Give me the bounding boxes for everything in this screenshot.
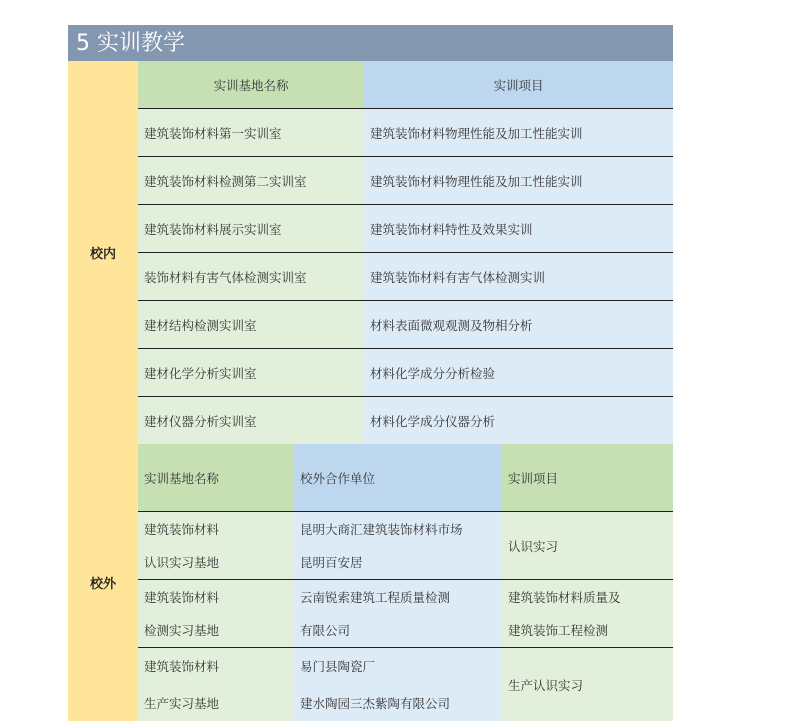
- project-cell: 材料化学成分仪器分析: [364, 397, 673, 444]
- external-label: 校外: [68, 444, 138, 721]
- partner-line: 有限公司: [300, 623, 351, 639]
- table-row: [138, 157, 673, 205]
- project-line: 认识实习: [508, 538, 559, 554]
- base-name-line: 建筑装饰材料: [144, 589, 220, 605]
- project-cell: [502, 512, 673, 579]
- partner-line: 昆明百安居: [300, 555, 363, 571]
- base-name-cell: 建筑装饰材料检测第二实训室: [138, 157, 364, 204]
- base-name-cell: 建材化学分析实训室: [138, 349, 364, 396]
- table-row: [138, 512, 673, 580]
- external-header-row: [138, 444, 673, 512]
- project-cell: 建筑装饰材料有害气体检测实训: [364, 253, 673, 300]
- table-row: [138, 349, 673, 397]
- project-cell: 材料表面微观观测及物相分析: [364, 301, 673, 348]
- project-cell: 建筑装饰材料特性及效果实训: [364, 205, 673, 252]
- base-name-line: 建筑装饰材料: [144, 659, 220, 675]
- base-name-line: 建筑装饰材料: [144, 521, 220, 537]
- external-section: [68, 444, 673, 721]
- base-name-cell: [138, 580, 294, 647]
- base-name-cell: 建筑装饰材料展示实训室: [138, 205, 364, 252]
- base-name-line: 生产实习基地: [144, 695, 220, 711]
- table-row: [138, 648, 673, 721]
- base-name-cell: 建材仪器分析实训室: [138, 397, 364, 444]
- project-line: 建筑装饰材料质量及: [508, 589, 621, 605]
- base-name-cell: 建材结构检测实训室: [138, 301, 364, 348]
- partner-line: 昆明大商汇建筑装饰材料市场: [300, 521, 463, 537]
- project-cell: [502, 580, 673, 647]
- partner-cell: [294, 648, 502, 721]
- header-base-name: 实训基地名称: [138, 61, 364, 108]
- partner-line: 建水陶园三杰紫陶有限公司: [300, 695, 451, 711]
- base-name-cell: [138, 648, 294, 721]
- project-line: 建筑装饰工程检测: [508, 623, 609, 639]
- partner-cell: [294, 580, 502, 647]
- project-cell: 建筑装饰材料物理性能及加工性能实训: [364, 109, 673, 156]
- table-row: [138, 253, 673, 301]
- base-name-cell: [138, 512, 294, 579]
- internal-label: 校内: [68, 61, 138, 444]
- header-partner: 校外合作单位: [294, 444, 502, 511]
- table-row: [138, 301, 673, 349]
- table-row: [138, 205, 673, 253]
- base-name-line: 认识实习基地: [144, 555, 220, 571]
- header-project: 实训项目: [502, 444, 673, 511]
- header-project: 实训项目: [364, 61, 673, 108]
- project-cell: 材料化学成分分析检验: [364, 349, 673, 396]
- project-cell: 建筑装饰材料物理性能及加工性能实训: [364, 157, 673, 204]
- training-teaching-table: [68, 25, 673, 721]
- partner-cell: [294, 512, 502, 579]
- base-name-cell: 建筑装饰材料第一实训室: [138, 109, 364, 156]
- header-base-name: 实训基地名称: [138, 444, 294, 511]
- base-name-line: 检测实习基地: [144, 623, 220, 639]
- partner-line: 易门县陶瓷厂: [300, 659, 376, 675]
- internal-header-row: [138, 61, 673, 109]
- internal-section: [68, 61, 673, 444]
- project-line: 生产认识实习: [508, 677, 584, 693]
- table-row: [138, 397, 673, 444]
- section-title: 5 实训教学: [68, 25, 673, 61]
- table-row: [138, 109, 673, 157]
- partner-line: 云南锐索建筑工程质量检测: [300, 589, 451, 605]
- project-cell: [502, 648, 673, 721]
- base-name-cell: 装饰材料有害气体检测实训室: [138, 253, 364, 300]
- table-row: [138, 580, 673, 648]
